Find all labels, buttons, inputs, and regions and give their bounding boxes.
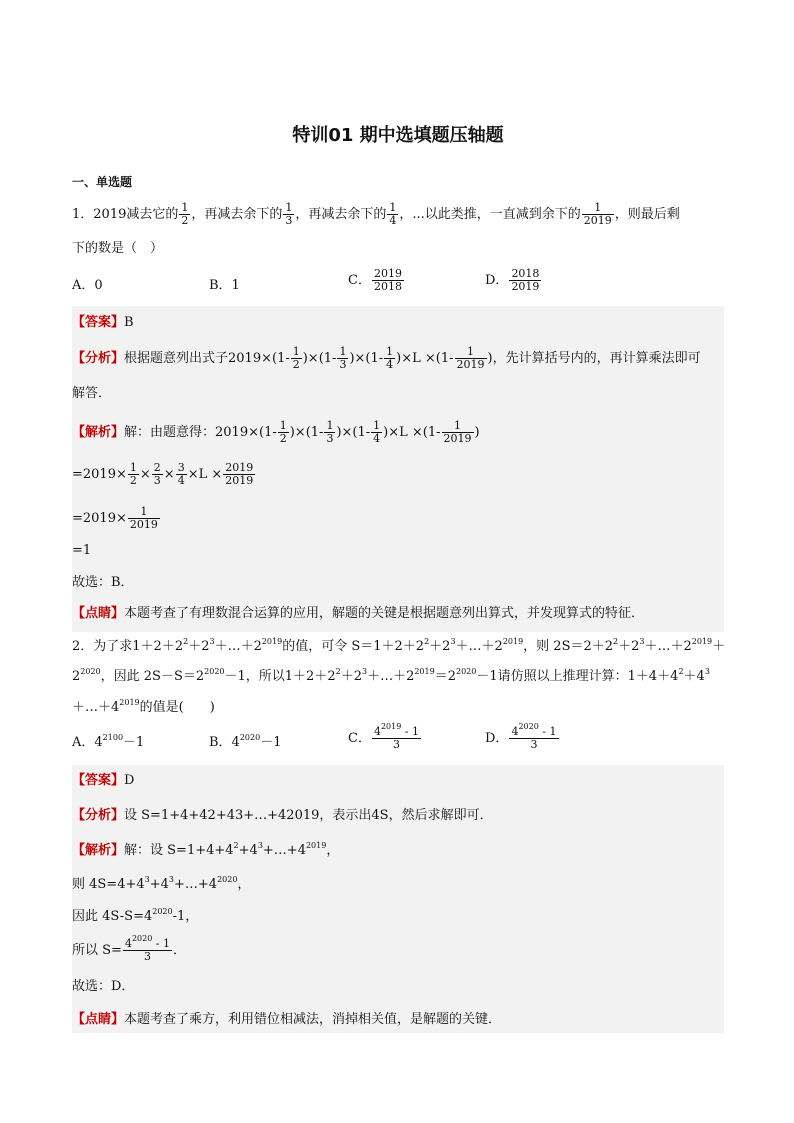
fraction: $\frac{1}{4}$ — [386, 345, 394, 371]
fraction: $\frac{4^{2020} - 1}{3}$ — [511, 722, 557, 751]
fraction: $\frac{2018}{2019}$ — [511, 267, 540, 293]
q2-option-d: D． $\frac{4^{2020} - 1}{3}$ — [485, 722, 557, 751]
fraction: $\frac{1}{2}$ — [292, 345, 300, 371]
fraction: $\frac{4^{2020} - 1}{3}$ — [124, 934, 171, 963]
q2-option-a: A．$4^{2100}-1$ — [72, 733, 145, 750]
fraction: $\frac{4^{2019} - 1}{3}$ — [373, 722, 420, 751]
section-heading: 一、单选题 — [72, 175, 133, 189]
page-title: 特训01 期中选填题压轴题 — [292, 125, 504, 146]
fraction: $\frac{2019}{2018}$ — [373, 267, 402, 293]
q1-stem-line2: 下的数是（ ） — [72, 241, 164, 256]
q2-stem-line2: $2^{2020}$，因此 $2S-S=2^{2020}-1$，所以$1+2+2^2+2^3+\dots+2^{2019}=2^{2020}-1$请仿照以上推理计算：$1+4+4^2+4^3$ — [72, 667, 710, 684]
fraction: $\frac{1}{2}$ — [279, 419, 287, 445]
q2-solution-step2: 因此 $4S-S=4^{2020}-1$， — [72, 907, 199, 924]
q1-analysis-line2: 解答． — [72, 386, 112, 401]
q2-analysis: 【分析】设 S=1+4+42+43+…+42019，表示出4S，然后求解即可． — [72, 808, 493, 823]
q2-option-c: C． $\frac{4^{2019} - 1}{3}$ — [348, 722, 420, 751]
fraction: $\frac{1}{2}$ — [181, 201, 189, 227]
q2-option-b: B．$4^{2020}-1$ — [209, 733, 282, 750]
q2-solution-step1: 则 $4S=4+4^3+4^3+\dots+4^{2020}$， — [72, 875, 251, 892]
q1-solution: 【解析】解：由题意得：2019×(1- $\frac{1}{2}$ )×(1- $\frac{1}{3}$ )×(1- $\frac{1}{4}$ )×L ×(1- $\frac{1}{2019}$ ) — [72, 419, 480, 445]
fraction: $\frac{3}{4}$ — [177, 461, 185, 487]
fraction: $\frac{1}{2019}$ — [583, 201, 612, 227]
q1-solution-step1: =2019× $\frac{1}{2}$ × $\frac{2}{3}$ × $\frac{3}{4}$ ×L × $\frac{2019}{2019}$ — [72, 461, 254, 487]
fraction: $\frac{1}{2019}$ — [456, 345, 485, 371]
q2-stem-line1: 2．为了求$1+2+2^2+2^3+\dots+2^{2019}$的值，可令 $S=1+2+2^2+2^3+\dots+2^{2019}$，则 $2S=2+2^2+2^3+\dots+2^{2019}+$ — [72, 637, 726, 654]
fraction: $\frac{1}{3}$ — [339, 345, 347, 371]
fraction: $\frac{1}{4}$ — [389, 201, 397, 227]
q1-solution-step2: =2019× $\frac{1}{2019}$ — [72, 505, 158, 531]
q1-option-d: D． $\frac{2018}{2019}$ — [485, 267, 540, 293]
fraction: $\frac{1}{2019}$ — [443, 419, 472, 445]
q1-answer: 【答案】B — [72, 315, 134, 330]
q1-analysis: 【分析】根据题意列出式子2019×(1- $\frac{1}{2}$ )×(1- $\frac{1}{3}$ )×(1- $\frac{1}{4}$ )×L ×(1- $\frac{1}{2019}$ )，先计算括号内的，再计算乘法即可 — [72, 345, 701, 371]
fraction: $\frac{1}{2019}$ — [129, 505, 158, 531]
q1-option-b: B．1 — [209, 278, 240, 293]
q2-answer: 【答案】D — [72, 773, 135, 788]
fraction: $\frac{1}{4}$ — [373, 419, 381, 445]
fraction: $\frac{1}{3}$ — [326, 419, 334, 445]
q2-solution: 【解析】解：设 $S=1+4+4^2+4^3+\dots+4^{2019}$， — [72, 841, 340, 858]
fraction: $\frac{1}{2}$ — [129, 461, 137, 487]
q2-choice: 故选：D． — [72, 979, 135, 994]
q1-choice: 故选：B． — [72, 575, 134, 590]
q2-stem-line3: $+\dots+4^{2019}$的值是( ) — [72, 698, 215, 715]
fraction: $\frac{1}{3}$ — [285, 201, 293, 227]
q2-solution-step3: 所以 S= $\frac{4^{2020} - 1}{3}$ ． — [72, 934, 187, 963]
q2-comment: 【点睛】本题考查了乘方，利用错位相减法，消掉相关值，是解题的关键． — [72, 1012, 502, 1027]
fraction: $\frac{2019}{2019}$ — [225, 461, 254, 487]
q1-solution-step3: =1 — [72, 543, 92, 558]
q1-option-a: A．0 — [72, 278, 103, 293]
q1-option-c: C． $\frac{2019}{2018}$ — [348, 267, 402, 293]
fraction: $\frac{2}{3}$ — [153, 461, 161, 487]
q1-stem-line1: 1．2019减去它的 $\frac{1}{2}$ ，再减去余下的 $\frac{1}{3}$ ，再减去余下的 $\frac{1}{4}$ ，...以此类推，一直减到余下的 $\frac{1}{2019}$ ，则最后剩 — [72, 201, 680, 227]
q1-comment: 【点睛】本题考查了有理数混合运算的应用，解题的关键是根据题意列出算式，并发现算式的特征． — [72, 606, 645, 621]
